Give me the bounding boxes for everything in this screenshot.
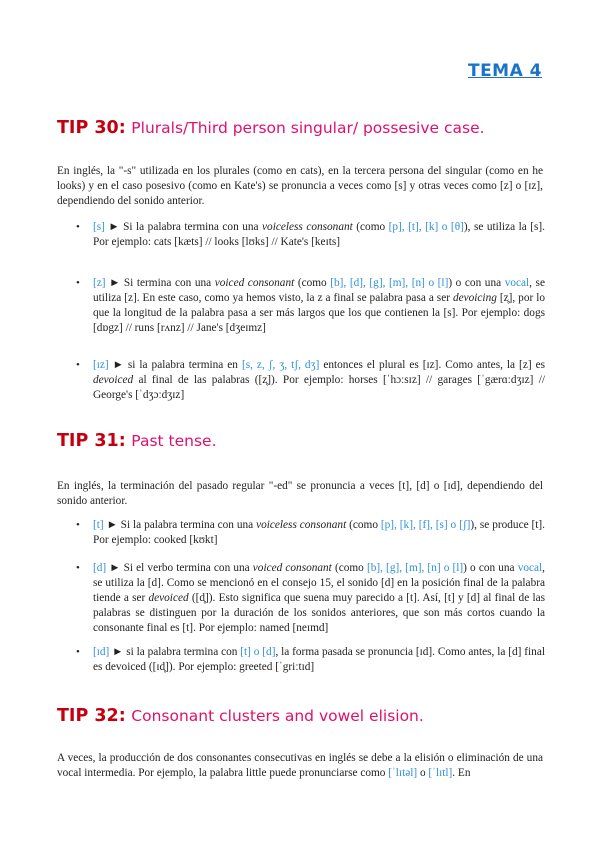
tip-30-number: TIP 30: [57,118,126,138]
phoneme-symbol: [s] [93,221,105,233]
tip-31-title: Past tense. [131,432,217,450]
phoneme-list: [t] o [d] [240,646,276,658]
phoneme-symbol: [ɪd] [93,646,110,658]
phoneme-symbol: [ɪz] [93,359,109,371]
tip-31-item-d: [d] ► Si el verbo termina con una voiced consonant (como [b], [g], [m], [n] o [l]) o con una vocal, se utiliza la [d]. Como se mencionó en el consejo 15, el sonido [d] en la posición final de la palabra tiende a ser devoiced ([d̥]). Esto significa que suena muy parecido a [t]. Así, [t] y [d] al final de las palabras se distinguen por la duración de los sonidos anteriores, que son más cortos cuando la consonante final es [t]. Por ejemplo: named [neɪmd] [93,562,545,634]
ipa-example: [ˈlɪtl] [428,767,453,779]
tip-30-heading [57,117,485,139]
tip-30-title: Plurals/Third person singular/ possesive case. [131,119,485,137]
tip-32-intro: A veces, la producción de dos consonantes consecutivas en inglés se debe a la elisión o eliminación de una vocal intermedia. Por ejemplo, la palabra little puede pronunciarse como [ˈlɪtəl] o [ˈlɪtl]. En [57,752,543,779]
bullet-icon: • [76,221,80,233]
bullet-icon: • [76,359,80,371]
tip-31-item-t: [t] ► Si la palabra termina con una voiceless consonant (como [p], [k], [f], [s] o [ʃ]), se produce [t]. Por ejemplo: cooked [kʊkt] [93,519,546,546]
tip-32-title: Consonant clusters and vowel elision. [131,707,424,725]
tip-30-intro: En inglés, la "-s" utilizada en los plurales (como en cats), en la tercera persona del singular (como en he looks) y en el caso posesivo (como en Kate's) se pronuncia a veces como [s] y otras veces como [z] o [ɪz], dependiendo del sonido anterior. [57,165,543,207]
tip-32-number: TIP 32: [57,706,126,726]
tip-32-heading [57,705,424,727]
phoneme-list: [p], [t], [k] o [θ] [388,221,464,233]
tip-30-item-z: [z] ► Si termina con una voiced consonant (como [b], [d], [g], [m], [n] o [l]) o con una vocal, se utiliza [z]. En este caso, como ya hemos visto, la z a final se palabra pasa a ser devoicing [z̥], por lo que la longitud de la palabra pasa a ser más largos que los que contienen la [s]. Por ejemplo: dogs [dɒgz] // runs [rʌnz] // Jane's [dʒeɪmz] [93,277,546,334]
phoneme-list: [s, z, ʃ, ʒ, tʃ, dʒ] [241,359,320,371]
bullet-icon: • [76,562,80,574]
bullet-icon: • [76,519,80,531]
bullet-icon: • [76,646,80,658]
tip-31-heading [57,430,217,452]
phoneme-list: [b], [d], [g], [m], [n] o [l] [330,277,449,289]
vowel-link: vocal [504,277,530,289]
tip-31-intro: En inglés, la terminación del pasado regular "-ed" se pronuncia a veces [t], [d] o [ɪd], dependiendo del sonido anterior. [57,480,543,507]
tip-31-item-id: [ɪd] ► si la palabra termina con [t] o [d], la forma pasada se pronuncia [ɪd]. Como antes, la [d] final es devoiced ([ɪd̥]). Por ejemplo: greeted [ˈgriːtɪd] [93,646,545,673]
phoneme-symbol: [t] [93,519,104,531]
tip-30-item-s: [s] ► Si la palabra termina con una voiceless consonant (como [p], [t], [k] o [θ]), se utiliza la [s]. Por ejemplo: cats [kæts] // looks [lʊks] // Kate's [keɪts] [93,221,545,248]
phoneme-symbol: [z] [93,277,106,289]
bullet-icon: • [76,277,80,289]
tip-30-item-iz: [ɪz] ► si la palabra termina en [s, z, ʃ, ʒ, tʃ, dʒ] entonces el plural es [ɪz]. Como antes, la [z] es devoiced al final de las palabras ([z̥]). Por ejemplo: horses [ˈhɔːsɪz] // garages [ˈgærɑːdʒɪz] // George's [ˈdʒɔːdʒɪz] [93,359,546,401]
vowel-link: vocal [517,562,543,574]
ipa-example: [ˈlɪtəl] [388,767,418,779]
unit-heading: TEMA 4 [467,61,542,81]
phoneme-list: [p], [k], [f], [s] o [ʃ] [380,519,471,531]
tip-31-number: TIP 31: [57,431,126,451]
phoneme-symbol: [d] [93,562,107,574]
phoneme-list: [b], [g], [m], [n] o [l] [366,562,464,574]
